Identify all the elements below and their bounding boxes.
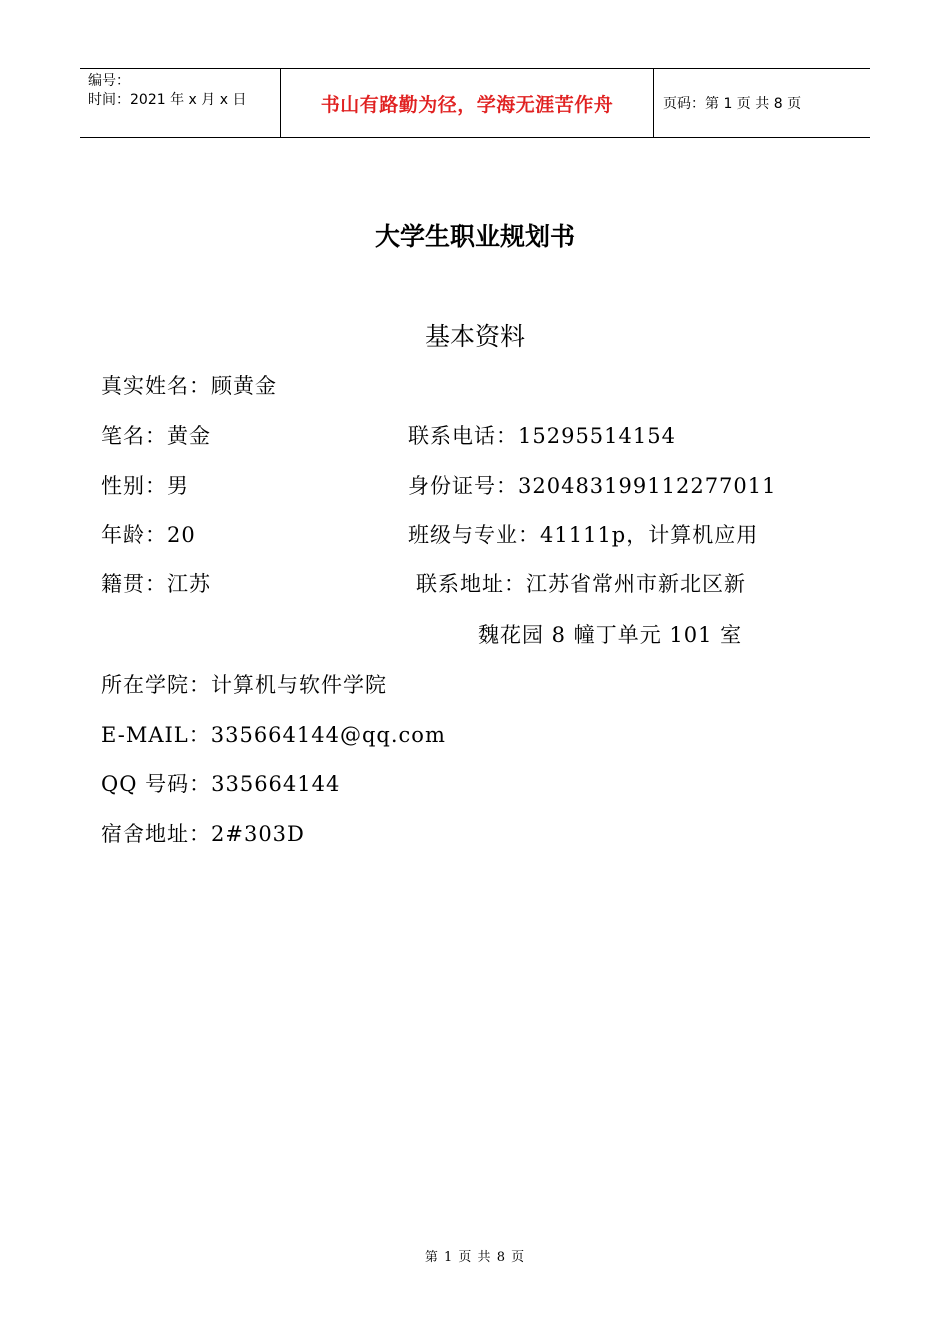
field-value: 计算机与软件学院 <box>211 673 387 697</box>
header-page-info: 页码：第 1 页 共 8 页 <box>663 96 802 112</box>
field-value: 15295514154 <box>518 424 676 448</box>
page-header <box>80 68 870 138</box>
header-meta-cell <box>80 69 281 137</box>
field-address-continued: 魏花园 8 幢丁单元 101 室 <box>478 623 743 647</box>
section-title: 基本资料 <box>424 322 525 351</box>
field-value: 2#303D <box>211 822 305 846</box>
header-time-label: 时间：2021 年 x 月 x 日 <box>88 92 247 108</box>
field-value: 男 <box>167 474 189 498</box>
field-label: 籍贯： <box>101 572 167 596</box>
field-label: 年龄： <box>101 523 167 547</box>
field-value: 江苏 <box>167 572 211 596</box>
field-label: QQ 号码： <box>101 772 212 796</box>
field-label: 班级与专业： <box>408 523 540 547</box>
field-phone <box>408 420 676 450</box>
field-label: 宿舍地址： <box>101 822 211 846</box>
field-gender <box>101 470 189 500</box>
field-value: 335664144@qq.com <box>210 723 446 747</box>
field-label: 真实姓名： <box>101 374 211 398</box>
field-hometown <box>101 568 211 598</box>
field-value: 顾黄金 <box>211 374 277 398</box>
document-title: 大学生职业规划书 <box>374 222 575 251</box>
field-address <box>416 568 746 598</box>
field-pen-name <box>101 420 211 450</box>
field-dorm <box>101 818 305 848</box>
field-label: 身份证号： <box>408 474 518 498</box>
field-college <box>101 669 387 699</box>
header-number-label: 编号： <box>88 73 130 89</box>
field-value: 41111p，计算机应用 <box>540 523 759 547</box>
field-value: 320483199112277011 <box>518 474 777 498</box>
field-value: 江苏省常州市新北区新 <box>526 572 746 596</box>
field-value: 黄金 <box>167 424 211 448</box>
field-real-name <box>101 370 277 400</box>
field-class-major <box>408 519 758 549</box>
field-label: 联系地址： <box>416 572 526 596</box>
field-qq <box>101 768 340 798</box>
field-id-number <box>408 470 777 500</box>
field-label: 所在学院： <box>101 673 211 697</box>
field-label: 笔名： <box>101 424 167 448</box>
field-label: 性别： <box>101 474 167 498</box>
field-age <box>101 519 196 549</box>
field-value: 20 <box>167 523 196 547</box>
field-label: 联系电话： <box>408 424 518 448</box>
page-footer: 第 1 页 共 8 页 <box>424 1250 526 1265</box>
field-email <box>101 719 446 749</box>
field-label: E-MAIL： <box>101 723 211 747</box>
header-motto: 书山有路勤为径，学海无涯苦作舟 <box>281 69 654 137</box>
field-value: 335664144 <box>211 772 341 796</box>
